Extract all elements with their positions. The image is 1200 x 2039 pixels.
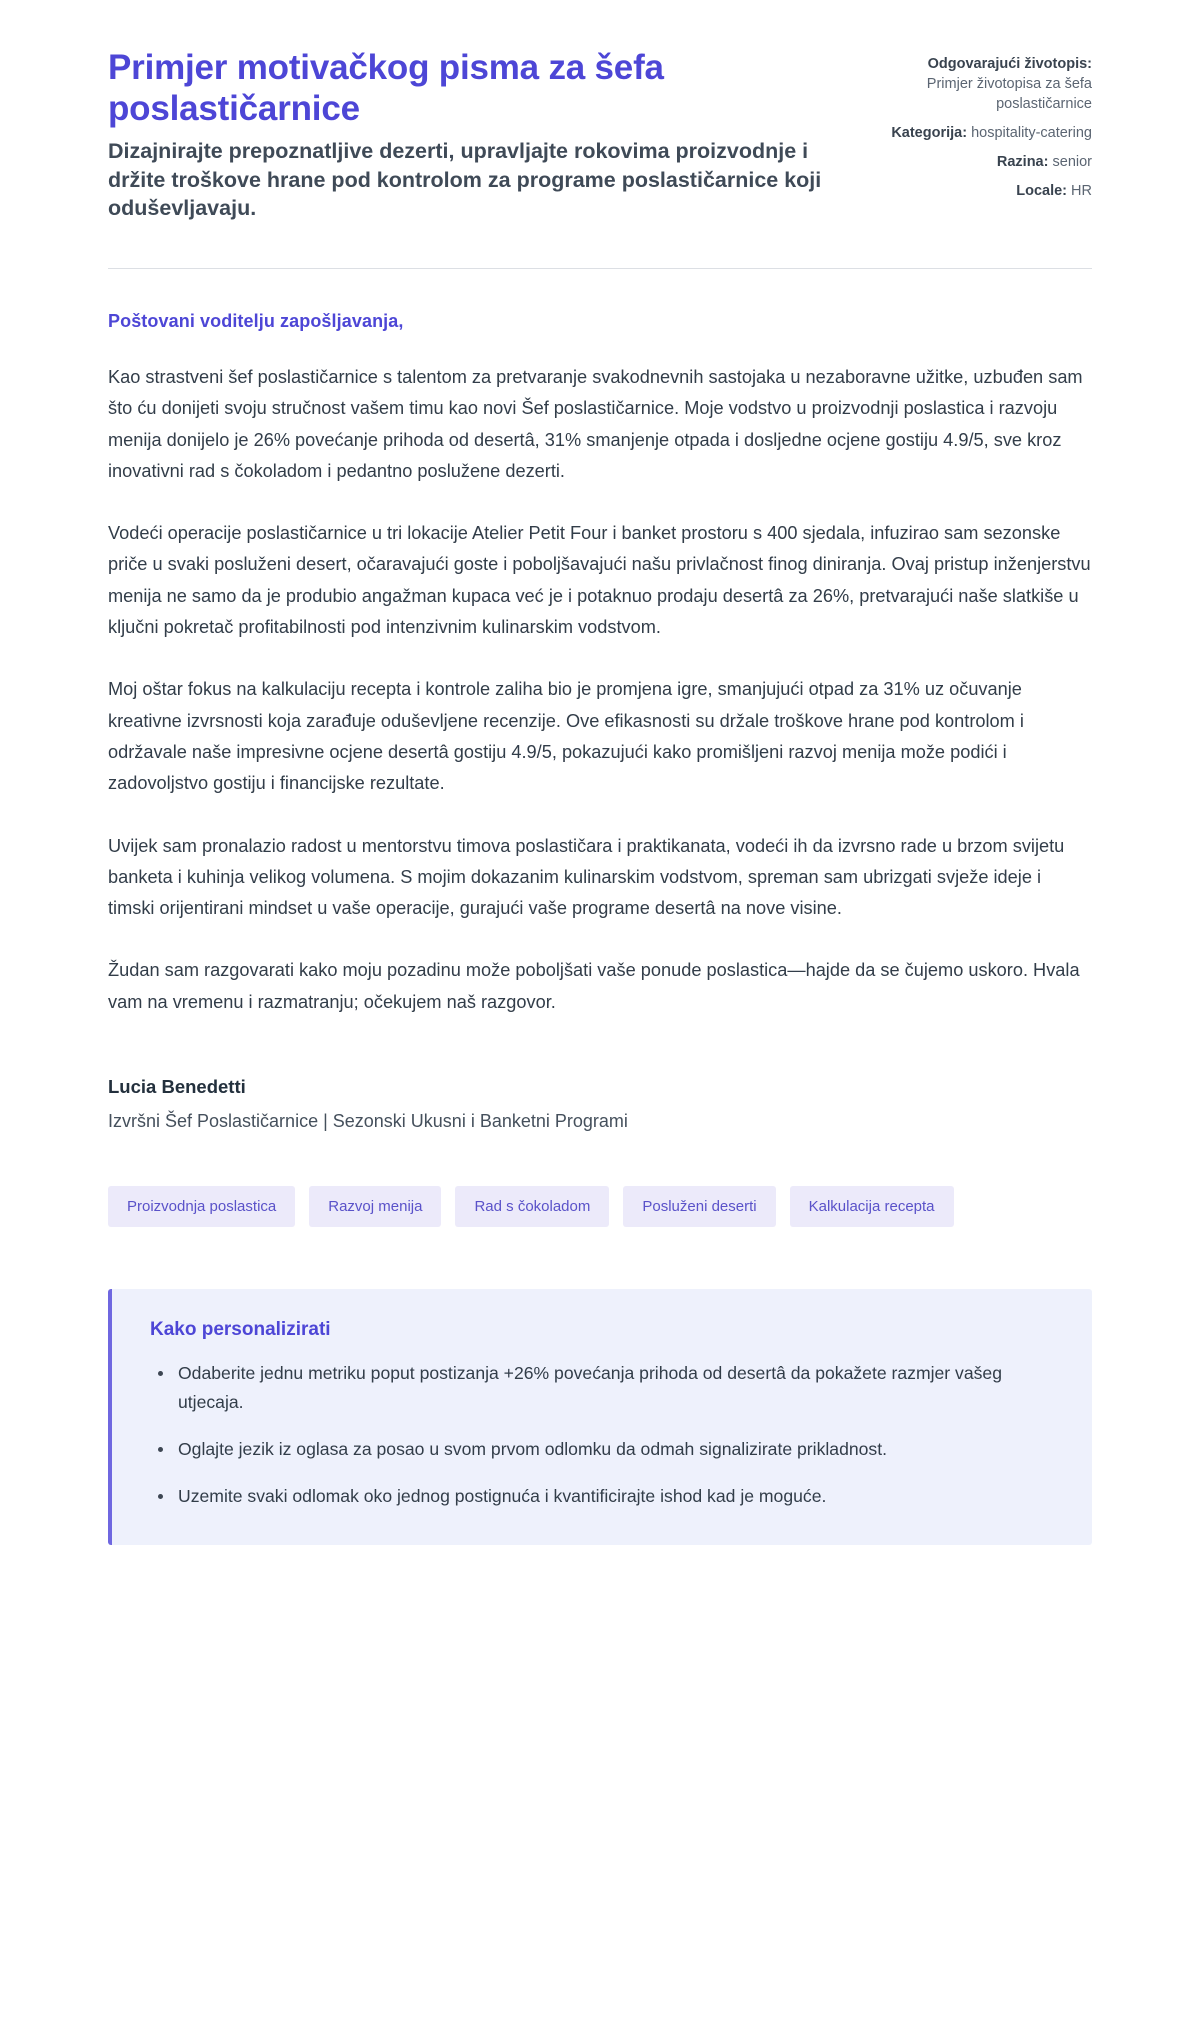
skill-tag[interactable]: Kalkulacija recepta [790,1186,954,1227]
callout-list-item: Odaberite jednu metriku poput postizanja +26% povećanja prihoda od desertâ da pokažete razmjer vašeg utjecaja. [174,1359,1054,1418]
callout-list [150,1359,1054,1511]
callout-list-item: Oglajte jezik iz oglasa za posao u svom prvom odlomku da odmah signalizirate prikladnost. [174,1435,1054,1465]
meta-label-level: Razina: [996,154,1049,170]
meta-row-matching-resume [887,54,1092,114]
meta-row-locale [887,181,1092,201]
header-metadata [887,48,1092,201]
skill-tag[interactable]: Razvoj menija [309,1186,441,1227]
signature-name: Lucia Benedetti [108,1076,246,1098]
meta-label-locale: Locale: [1016,183,1068,199]
header-text-block [108,48,847,223]
signature-block [108,1076,1092,1136]
letter-body [108,269,1092,1018]
letter-paragraph-3: Moj oštar fokus na kalkulaciju recepta i kontrole zaliha bio je promjena igre, smanjujući otpad za 31% uz očuvanje kreativne izvrsnosti koja zarađuje oduševljene recenzije. Ove efikasnosti su držale troškove hrane pod kontrolom i održavale naše impresivne ocjene desertâ gostiju 4.9/5, pokazujući kako promišljeni razvoj menija može podići i zadovoljstvo gostiju i financijske rezultate. [108,679,1024,794]
letter-paragraph-2: Vodeći operacije poslastičarnice u tri lokacije Atelier Petit Four i banket prostoru s 400 sjedala, infuzirao sam sezonske priče u svaki posluženi desert, očaravajući goste i poboljšavajući našu privlačnost finog diniranja. Ovaj pristup inženjerstvu menija ne samo da je produbio angažman kupaca već je i potaknuo prodaju desertâ za 26%, pretvarajući naše slatkiše u ključni pokretač profitabilnosti pod intenzivnim kulinarskim vodstvom. [108,523,1091,638]
meta-value-matching-resume: Primjer životopisa za šefa poslastičarnice [926,76,1092,112]
page-subtitle: Dizajnirajte prepoznatljive dezerti, upravljajte rokovima proizvodnje i držite troškove hrane pod kontrolom za programe poslastičarnice koji oduševljavaju. [108,139,822,221]
meta-label-category: Kategorija: [891,125,968,141]
meta-value-category: hospitality-catering [971,125,1092,141]
letter-paragraph-5: Žudan sam razgovarati kako moju pozadinu može poboljšati vaše ponude poslastica—hajde da se čujemo uskoro. Hvala vam na vremenu i razmatranju; očekujem naš razgovor. [108,960,1080,1012]
page-header [108,48,1092,223]
page-title: Primjer motivačkog pisma za šefa poslastičarnice [108,48,664,128]
letter-paragraph-4: Uvijek sam pronalazio radost u mentorstvu timova poslastičara i praktikanata, vodeći ih da izvrsno rade u brzom svijetu banketa i kuhinja velikog volumena. S mojim dokazanim kulinarskim vodstvom, spreman sam ubrizgati svježe ideje i timski orijentirani mindset u vaše operacije, gurajući vaše programe desertâ na nove visine. [108,835,1065,919]
meta-row-level [887,152,1092,172]
letter-salutation: Poštovani voditelju zapošljavanja, [108,310,404,331]
signature-role: Izvršni Šef Poslastičarnice | Sezonski Ukusni i Banketni Programi [108,1111,628,1132]
callout-list-item: Uzemite svaki odlomak oko jednog postignuća i kvantificirajte ishod kad je moguće. [174,1482,1054,1512]
skill-tag[interactable]: Rad s čokoladom [455,1186,609,1227]
meta-value-level: senior [1052,154,1092,170]
meta-value-locale: HR [1071,183,1092,199]
skill-tag[interactable]: Posluženi deserti [623,1186,775,1227]
callout-title: Kako personalizirati [150,1318,331,1340]
skill-tag[interactable]: Proizvodnja poslastica [108,1186,295,1227]
personalization-callout [108,1289,1092,1545]
skill-tag-list [108,1186,1092,1227]
meta-label-matching-resume: Odgovarajući životopis: [927,56,1092,72]
meta-row-category [887,123,1092,143]
letter-paragraph-1: Kao strastveni šef poslastičarnice s talentom za pretvaranje svakodnevnih sastojaka u nezaboravne užitke, uzbuđen sam što ću donijeti svoju stručnost vašem timu kao novi Šef poslastičarnice. Moje vodstvo u proizvodnji poslastica i razvoju menija donijelo je 26% povećanje prihoda od desertâ, 31% smanjenje otpada i dosljedne ocjene gostiju 4.9/5, sve kroz inovativni rad s čokoladom i pedantno poslužene dezerti. [108,366,1083,481]
